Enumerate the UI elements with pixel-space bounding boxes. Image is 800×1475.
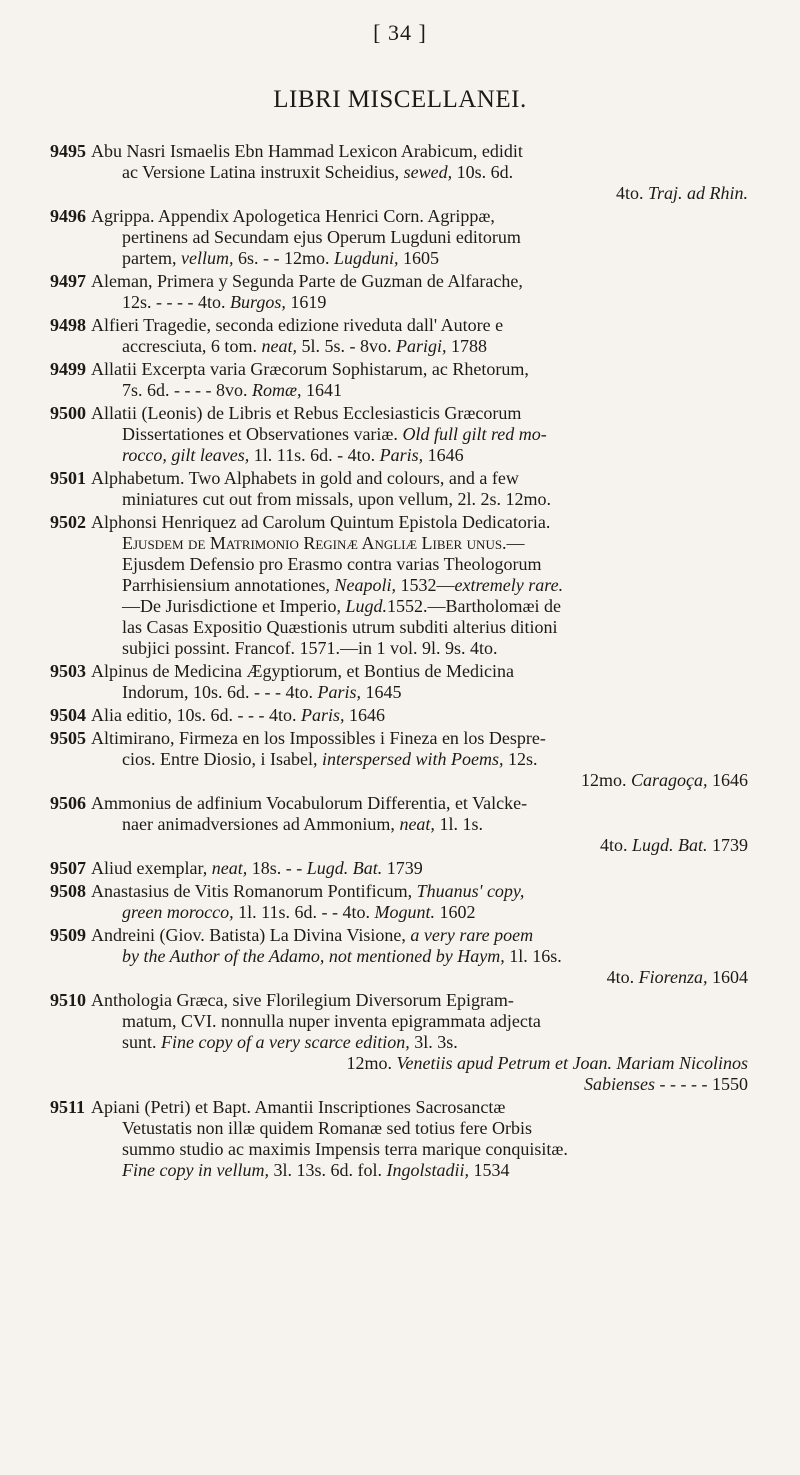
entry-line xyxy=(91,990,748,1011)
entry-text: rocco, gilt leaves, xyxy=(122,445,250,465)
entry-line xyxy=(122,1074,748,1095)
entry-text: Altimirano, Firmeza en los Impossibles i Fineza en los Despre- xyxy=(91,728,546,748)
catalogue-entry xyxy=(0,315,800,357)
entry-text: 1l. 16s. xyxy=(504,946,562,966)
entry-line xyxy=(122,380,748,401)
entry-text: 1646 xyxy=(344,705,385,725)
entry-line xyxy=(122,682,748,703)
lot-number: 9503 xyxy=(50,661,86,681)
entry-text: Ammonius de adfinium Vocabulorum Differentia, et Valcke- xyxy=(91,793,528,813)
entry-line xyxy=(122,617,748,638)
entry-text: 1788 xyxy=(446,336,487,356)
entry-text: Alphabetum. Two Alphabets in gold and colours, and a few xyxy=(91,468,519,488)
catalogue-entry xyxy=(0,468,800,510)
entry-text: Dissertationes et Observationes variæ. xyxy=(122,424,403,444)
entry-text: 1l. 1s. xyxy=(434,814,483,834)
entry-line xyxy=(122,1139,748,1160)
entry-text: Alfieri Tragedie, seconda edizione riveduta dall' Autore e xyxy=(91,315,504,335)
entry-line xyxy=(122,967,748,988)
entry-line xyxy=(122,596,748,617)
entry-line xyxy=(122,248,748,269)
place: Fiorenza, xyxy=(638,967,708,987)
entry-line xyxy=(122,1032,748,1053)
entry-text: 5l. 5s. - 8vo. xyxy=(296,336,396,356)
entry-text: 10s. 6d. xyxy=(452,162,514,182)
catalogue-entry xyxy=(0,403,800,466)
entry-text: Anastasius de Vitis Romanorum Pontificum, xyxy=(91,881,417,901)
year: 1739 xyxy=(707,835,748,855)
entry-text: Neapoli, xyxy=(334,575,396,595)
entry-line xyxy=(122,946,748,967)
entry-text: green morocco, xyxy=(122,902,234,922)
year: - - - - - 1550 xyxy=(655,1074,748,1094)
format: 12mo. xyxy=(580,770,631,790)
entry-text: 1619 xyxy=(285,292,327,312)
lot-number: 9496 xyxy=(50,206,86,226)
entry-text: Parrhisiensium annotationes, xyxy=(122,575,335,595)
entry-text: 1l. 11s. 6d. - - 4to. xyxy=(233,902,375,922)
entry-text: Fine copy of a very scarce edition, xyxy=(161,1032,410,1052)
entry-text: 1645 xyxy=(361,682,402,702)
entry-line xyxy=(91,206,748,227)
entry-text: Thuanus' copy, xyxy=(416,881,525,901)
place: Sabienses xyxy=(584,1074,656,1094)
entry-text: 1534 xyxy=(468,1160,510,1180)
catalogue-entry xyxy=(0,141,800,204)
imprint xyxy=(581,770,748,791)
entry-text: Paris, xyxy=(317,682,361,702)
lot-number: 9507 xyxy=(50,858,86,878)
entry-text: 12s. xyxy=(503,749,538,769)
entry-line xyxy=(91,403,748,424)
entry-text: 1l. 11s. 6d. - 4to. xyxy=(249,445,380,465)
entry-text: Lugduni, xyxy=(333,248,399,268)
entry-text: sewed, xyxy=(403,162,453,182)
entry-line xyxy=(122,835,748,856)
entry-line xyxy=(91,359,748,380)
catalogue-entry xyxy=(0,359,800,401)
entry-line xyxy=(91,793,748,814)
entry-text: summo studio ac maximis Impensis terra marique conquisitæ. xyxy=(122,1139,568,1159)
lot-number: 9505 xyxy=(50,728,86,748)
entry-line xyxy=(91,468,748,489)
entry-text: vellum, xyxy=(180,248,234,268)
entry-text: extremely rare. xyxy=(454,575,564,595)
format: 12mo. xyxy=(346,1053,397,1073)
entry-text: 1532— xyxy=(395,575,455,595)
entry-text: Burgos, xyxy=(229,292,286,312)
entry-text: Lugd. Bat. xyxy=(306,858,383,878)
entry-text: by the Author of the Adamo, not mentioned by Haym, xyxy=(122,946,505,966)
entry-text: Vetustatis non illæ quidem Romanæ sed totius fere Orbis xyxy=(122,1118,532,1138)
page-number: [ 34 ] xyxy=(373,20,427,45)
imprint xyxy=(584,1074,748,1095)
catalogue-entry xyxy=(0,925,800,988)
imprint xyxy=(616,183,748,204)
entry-text: Andreini (Giov. Batista) La Divina Visione, xyxy=(91,925,411,945)
lot-number: 9497 xyxy=(50,271,86,291)
entry-text: Alpinus de Medicina Ægyptiorum, et Bontius de Medicina xyxy=(91,661,514,681)
lot-number: 9508 xyxy=(50,881,86,901)
entry-line xyxy=(122,183,748,204)
catalogue-entry xyxy=(0,206,800,269)
entry-line xyxy=(122,336,748,357)
entry-text: Parigi, xyxy=(395,336,447,356)
entry-text: Old full gilt red mo- xyxy=(402,424,547,444)
entry-text: 6s. - - 12mo. xyxy=(233,248,334,268)
entry-line xyxy=(122,227,748,248)
entry-text: naer animadversiones ad Ammonium, xyxy=(122,814,400,834)
entry-text: neat, xyxy=(261,336,297,356)
entry-text: 1646 xyxy=(423,445,464,465)
entry-text: 7s. 6d. - - - - 8vo. xyxy=(122,380,252,400)
lot-number: 9498 xyxy=(50,315,86,335)
catalogue-entry xyxy=(0,661,800,703)
entry-text: Allatii Excerpta varia Græcorum Sophistarum, ac Rhetorum, xyxy=(91,359,529,379)
entry-text: Aleman, Primera y Segunda Parte de Guzman de Alfarache, xyxy=(91,271,523,291)
lot-number: 9502 xyxy=(50,512,86,532)
format: 4to. xyxy=(599,835,632,855)
catalogue-entry xyxy=(0,728,800,791)
lot-number: 9500 xyxy=(50,403,86,423)
entry-line xyxy=(122,292,748,313)
entry-text: Alphonsi Henriquez ad Carolum Quintum Epistola Dedicatoria. xyxy=(91,512,551,532)
place: Traj. ad Rhin. xyxy=(647,183,748,203)
imprint xyxy=(607,967,748,988)
entry-text: Allatii (Leonis) de Libris et Rebus Ecclesiasticis Græcorum xyxy=(91,403,522,423)
entry-line xyxy=(91,1097,748,1118)
entry-text: Indorum, 10s. 6d. - - - 4to. xyxy=(122,682,318,702)
catalogue-entry xyxy=(0,990,800,1095)
lot-number: 9506 xyxy=(50,793,86,813)
entry-text: 3l. 3s. xyxy=(409,1032,458,1052)
entry-text: a very rare poem xyxy=(410,925,534,945)
lot-number: 9495 xyxy=(50,141,86,161)
entry-line xyxy=(122,1118,748,1139)
imprint xyxy=(347,1053,748,1074)
entry-text: partem, xyxy=(122,248,181,268)
place: Lugd. Bat. xyxy=(631,835,708,855)
entry-text: miniatures cut out from missals, upon vellum, 2l. 2s. 12mo. xyxy=(122,489,551,509)
entry-line xyxy=(91,512,748,533)
entry-text: matum, CVI. nonnulla nuper inventa epigrammata adjecta xyxy=(122,1011,541,1031)
entry-line xyxy=(122,424,748,445)
entry-text: 1641 xyxy=(301,380,342,400)
catalogue-entry xyxy=(0,881,800,923)
catalogue-entry xyxy=(0,705,800,726)
entry-text: sunt. xyxy=(122,1032,162,1052)
entry-line xyxy=(122,489,748,510)
entry-text: 1739 xyxy=(382,858,423,878)
entry-text: las Casas Expositio Quæstionis utrum subditi alterius ditioni xyxy=(122,617,558,637)
entry-text: Ejusdem Defensio pro Erasmo contra varias Theologorum xyxy=(122,554,542,574)
entry-line xyxy=(122,554,748,575)
entry-line xyxy=(122,533,748,554)
entry-text: Anthologia Græca, sive Florilegium Diversorum Epigram- xyxy=(91,990,514,1010)
lot-number: 9511 xyxy=(50,1097,86,1117)
lot-number: 9499 xyxy=(50,359,86,379)
entry-text: pertinens ad Secundam ejus Operum Lugduni editorum xyxy=(122,227,521,247)
entry-text: accresciuta, 6 tom. xyxy=(122,336,262,356)
catalogue-entry xyxy=(0,512,800,659)
entry-text: 1605 xyxy=(398,248,439,268)
entry-text: Ingolstadii, xyxy=(386,1160,469,1180)
entry-text: interspersed with Poems, xyxy=(321,749,504,769)
entry-text: —De Jurisdictione et Imperio, xyxy=(122,596,346,616)
entry-text: cios. Entre Diosio, i Isabel, xyxy=(122,749,322,769)
entry-line xyxy=(122,902,748,923)
entry-text: neat, xyxy=(399,814,435,834)
entry-list xyxy=(0,141,800,1183)
lot-number: 9501 xyxy=(50,468,86,488)
imprint xyxy=(600,835,748,856)
entry-line xyxy=(91,728,748,749)
entry-line xyxy=(122,1011,748,1032)
catalogue-entry xyxy=(0,271,800,313)
entry-line xyxy=(122,638,748,659)
format: 4to. xyxy=(615,183,648,203)
entry-line xyxy=(122,1160,748,1181)
entry-text: Fine copy in vellum, xyxy=(122,1160,269,1180)
entry-line xyxy=(122,575,748,596)
entry-line xyxy=(122,770,748,791)
entry-line xyxy=(91,881,748,902)
year: 1646 xyxy=(707,770,748,790)
entry-text: Mogunt. xyxy=(374,902,435,922)
entry-line xyxy=(91,141,748,162)
entry-text: Apiani (Petri) et Bapt. Amantii Inscriptiones Sacrosanctæ xyxy=(91,1097,506,1117)
entry-text: 18s. - - xyxy=(247,858,307,878)
entry-text: Lugd. xyxy=(345,596,387,616)
entry-line xyxy=(91,315,748,336)
lot-number: 9504 xyxy=(50,705,86,725)
entry-line xyxy=(91,858,748,879)
catalogue-entry xyxy=(0,793,800,856)
entry-text: Alia editio, 10s. 6d. - - - 4to. xyxy=(91,705,301,725)
year: 1604 xyxy=(707,967,748,987)
entry-line xyxy=(122,1053,748,1074)
entry-line xyxy=(91,661,748,682)
place: Caragoça, xyxy=(631,770,708,790)
entry-text: 3l. 13s. 6d. fol. xyxy=(268,1160,387,1180)
entry-text: Paris, xyxy=(379,445,424,465)
entry-text: subjici possint. Francof. 1571.—in 1 vol. 9l. 9s. 4to. xyxy=(122,638,498,658)
catalogue-entry xyxy=(0,858,800,879)
entry-text: Agrippa. Appendix Apologetica Henrici Corn. Agrippæ, xyxy=(91,206,495,226)
entry-text: Abu Nasri Ismaelis Ebn Hammad Lexicon Arabicum, edidit xyxy=(91,141,523,161)
lot-number: 9509 xyxy=(50,925,86,945)
entry-text: ac Versione Latina instruxit Scheidius, xyxy=(122,162,404,182)
entry-text: neat, xyxy=(211,858,248,878)
entry-text: 1552.—Bartholomæi de xyxy=(386,596,561,616)
entry-line xyxy=(91,705,748,726)
entry-text: Paris, xyxy=(300,705,345,725)
entry-line xyxy=(122,749,748,770)
lot-number: 9510 xyxy=(50,990,86,1010)
entry-text: Ejusdem de Matrimonio Reginæ Angliæ Liber unus.— xyxy=(122,533,525,553)
format: 4to. xyxy=(606,967,639,987)
entry-line xyxy=(91,925,748,946)
entry-text: Romæ, xyxy=(251,380,302,400)
entry-line xyxy=(122,445,748,466)
section-heading: LIBRI MISCELLANEI. xyxy=(273,86,527,113)
entry-line xyxy=(91,271,748,292)
entry-text: 1602 xyxy=(434,902,476,922)
place: Venetiis apud Petrum et Joan. Mariam Nicolinos xyxy=(396,1053,748,1073)
catalogue-entry xyxy=(0,1097,800,1181)
entry-text: 12s. - - - - 4to. xyxy=(122,292,230,312)
entry-line xyxy=(122,814,748,835)
entry-line xyxy=(122,162,748,183)
entry-text: Aliud exemplar, xyxy=(91,858,212,878)
